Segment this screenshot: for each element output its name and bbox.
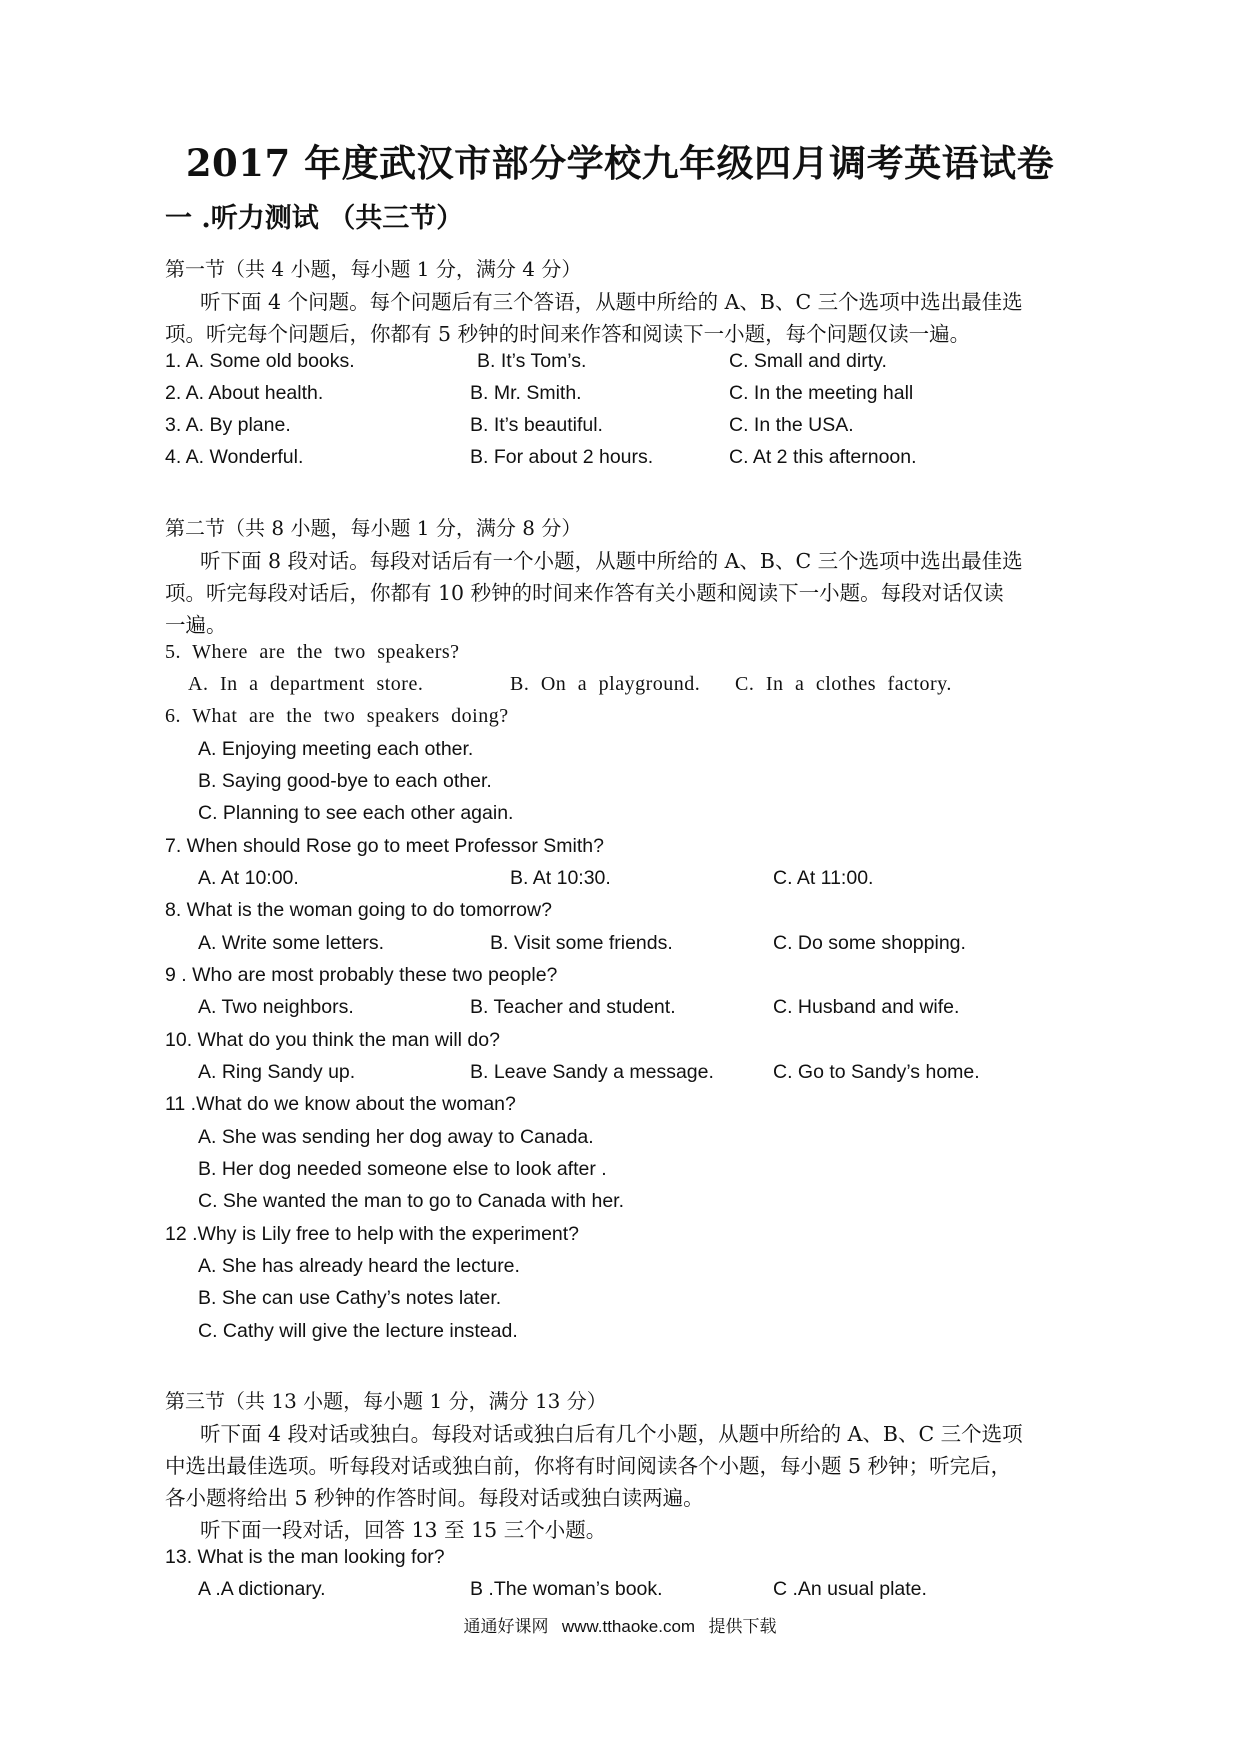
instruction-text: 一遍。 bbox=[165, 613, 227, 637]
option-text: C. Go to Sandy’s home. bbox=[773, 1061, 980, 1083]
instruction-text: 听下面 4 个问题。每个问题后有三个答语，从题中所给的 A、B、C 三个选项中选出最佳选 bbox=[200, 290, 1023, 314]
option-text: C. Do some shopping. bbox=[773, 932, 966, 954]
option-text: A. Write some letters. bbox=[198, 932, 385, 954]
instruction-text: 中选出最佳选项。听每段对话或独白前，你将有时间阅读各个小题，每小题 5 秒钟；听完后， bbox=[165, 1454, 1012, 1478]
option-text: A. In a department store. bbox=[188, 673, 424, 695]
instruction-text: 各小题将给出 5 秒钟的作答时间。每段对话或独白读两遍。 bbox=[165, 1486, 704, 1510]
option-text: C. Small and dirty. bbox=[729, 350, 887, 372]
option-text: B. It’s Tom’s. bbox=[477, 350, 587, 372]
option-text: C. Husband and wife. bbox=[773, 996, 960, 1018]
section-header: 第二节（共 8 小题，每小题 1 分，满分 8 分） bbox=[165, 516, 582, 540]
section-header: 第三节（共 13 小题，每小题 1 分，满分 13 分） bbox=[165, 1389, 607, 1413]
option-text: B. Saying good-bye to each other. bbox=[198, 770, 492, 792]
option-text: B. It’s beautiful. bbox=[470, 414, 603, 436]
question-stem: 8. What is the woman going to do tomorrow? bbox=[165, 899, 552, 921]
question-stem: 11 .What do we know about the woman? bbox=[165, 1093, 516, 1115]
option-text: C. At 11:00. bbox=[773, 867, 874, 889]
option-text: 4. A. Wonderful. bbox=[165, 446, 304, 468]
part-heading: 一 .听力测试 （共三节） bbox=[165, 203, 464, 234]
option-text: B. Visit some friends. bbox=[490, 932, 673, 954]
option-text: A. Ring Sandy up. bbox=[198, 1061, 356, 1083]
question-stem: 5. Where are the two speakers? bbox=[165, 641, 460, 663]
option-text: A. Two neighbors. bbox=[198, 996, 354, 1018]
instruction-text: 项。听完每个问题后，你都有 5 秒钟的时间来作答和阅读下一小题，每个问题仅读一遍。 bbox=[165, 322, 971, 346]
question-stem: 12 .Why is Lily free to help with the experiment? bbox=[165, 1223, 580, 1245]
option-text: C .An usual plate. bbox=[773, 1578, 927, 1600]
option-text: B. She can use Cathy’s notes later. bbox=[198, 1287, 502, 1309]
option-text: C. In the USA. bbox=[729, 414, 854, 436]
option-text: B. Mr. Smith. bbox=[470, 382, 582, 404]
instruction-text: 项。听完每段对话后，你都有 10 秒钟的时间来作答有关小题和阅读下一小题。每段对话仅读 bbox=[165, 581, 1004, 605]
option-text: C. In a clothes factory. bbox=[735, 673, 952, 695]
instruction-text: 听下面一段对话，回答 13 至 15 三个小题。 bbox=[200, 1518, 607, 1542]
option-text: C. Planning to see each other again. bbox=[198, 802, 514, 824]
question-stem: 9 . Who are most probably these two people? bbox=[165, 964, 558, 986]
footer-note: 提供下载 bbox=[708, 1617, 777, 1637]
instruction-text: 听下面 8 段对话。每段对话后有一个小题，从题中所给的 A、B、C 三个选项中选出最佳选 bbox=[200, 549, 1023, 573]
page-title: 2017 年度武汉市部分学校九年级四月调考英语试卷 bbox=[185, 141, 1055, 185]
option-text: A. She has already heard the lecture. bbox=[198, 1255, 520, 1277]
option-text: A. Enjoying meeting each other. bbox=[198, 738, 474, 760]
question-stem: 10. What do you think the man will do? bbox=[165, 1029, 500, 1051]
section-header: 第一节（共 4 小题，每小题 1 分，满分 4 分） bbox=[165, 257, 582, 281]
option-text: 2. A. About health. bbox=[165, 382, 324, 404]
instruction-text: 听下面 4 段对话或独白。每段对话或独白后有几个小题，从题中所给的 A、B、C 三个选项 bbox=[200, 1422, 1023, 1446]
option-text: B. Her dog needed someone else to look after . bbox=[198, 1158, 607, 1180]
option-text: B .The woman’s book. bbox=[470, 1578, 663, 1600]
option-text: C. In the meeting hall bbox=[729, 382, 914, 404]
option-text: C. At 2 this afternoon. bbox=[729, 446, 917, 468]
option-text: B. Leave Sandy a message. bbox=[470, 1061, 714, 1083]
footer-url: www.tthaoke.com bbox=[561, 1617, 696, 1636]
footer-site-name: 通通好课网 bbox=[463, 1617, 549, 1637]
page-footer bbox=[0, 1612, 1240, 1637]
question-stem: 7. When should Rose go to meet Professor Smith? bbox=[165, 835, 604, 857]
question-stem: 6. What are the two speakers doing? bbox=[165, 705, 509, 727]
option-text: A. She was sending her dog away to Canada. bbox=[198, 1126, 594, 1148]
option-text: 1. A. Some old books. bbox=[165, 350, 355, 372]
option-text: A. At 10:00. bbox=[198, 867, 299, 889]
option-text: A .A dictionary. bbox=[198, 1578, 326, 1600]
question-stem: 13. What is the man looking for? bbox=[165, 1546, 445, 1568]
option-text: C. She wanted the man to go to Canada with her. bbox=[198, 1190, 625, 1212]
option-text: B. At 10:30. bbox=[510, 867, 611, 889]
option-text: C. Cathy will give the lecture instead. bbox=[198, 1320, 518, 1342]
option-text: B. On a playground. bbox=[510, 673, 701, 695]
option-text: B. Teacher and student. bbox=[470, 996, 676, 1018]
option-text: B. For about 2 hours. bbox=[470, 446, 654, 468]
option-text: 3. A. By plane. bbox=[165, 414, 291, 436]
